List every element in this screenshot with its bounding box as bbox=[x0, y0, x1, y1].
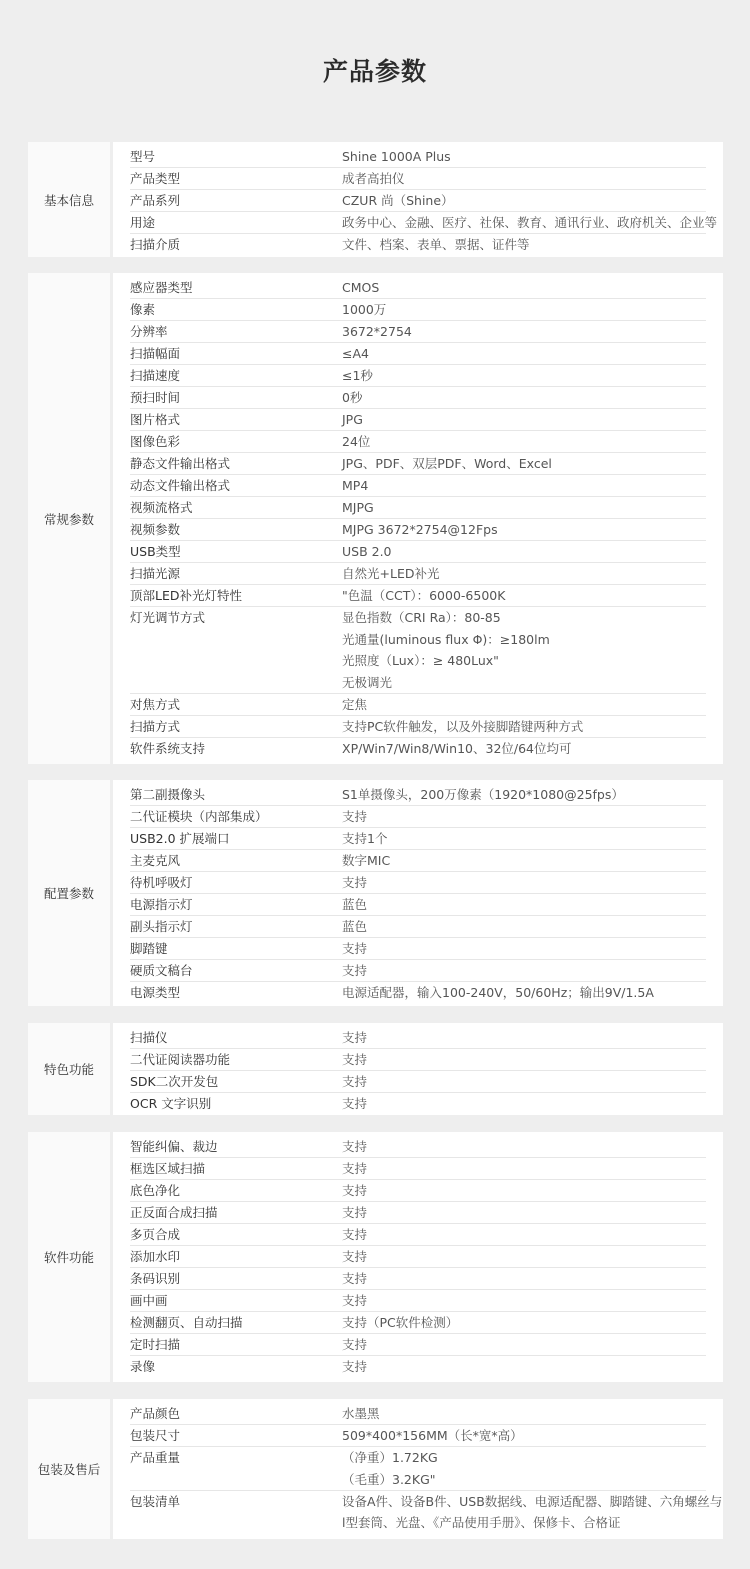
spec-row bbox=[130, 1071, 706, 1093]
spec-value-line: 支持 bbox=[342, 809, 368, 824]
spec-row bbox=[130, 1334, 706, 1356]
spec-key: 扫描方式 bbox=[130, 719, 181, 735]
spec-value-line: 509*400*156MM（长*宽*高） bbox=[342, 1428, 523, 1443]
spec-row bbox=[130, 453, 706, 475]
spec-value-line: 3672*2754 bbox=[342, 324, 412, 339]
spec-row bbox=[130, 716, 706, 738]
spec-value bbox=[342, 497, 706, 519]
spec-value-line: 支持（PC软件检测） bbox=[342, 1315, 459, 1330]
spec-value-line: 水墨黑 bbox=[342, 1406, 380, 1421]
section-category-label: 常规参数 bbox=[28, 273, 110, 764]
spec-value-line: MJPG 3672*2754@12Fps bbox=[342, 522, 498, 537]
spec-value-line: （毛重）3.2KG" bbox=[342, 1471, 436, 1487]
spec-key: 待机呼吸灯 bbox=[130, 875, 193, 890]
spec-value bbox=[342, 541, 706, 563]
spec-key: 像素 bbox=[130, 302, 156, 317]
spec-key: 底色净化 bbox=[130, 1183, 181, 1198]
spec-key: SDK二次开发包 bbox=[130, 1074, 219, 1089]
spec-row bbox=[130, 806, 706, 828]
spec-key: USB2.0 扩展端口 bbox=[130, 831, 230, 846]
spec-key: 硬质文稿台 bbox=[130, 963, 193, 978]
spec-value-line: 光通量(luminous flux Φ)：≥180lm bbox=[342, 631, 550, 647]
spec-row bbox=[130, 1136, 706, 1158]
section-category-label: 软件功能 bbox=[28, 1132, 110, 1382]
spec-key: 静态文件输出格式 bbox=[130, 456, 231, 471]
spec-value-line: 支持 bbox=[342, 963, 368, 978]
spec-value-line: 支持 bbox=[342, 1161, 368, 1176]
spec-section bbox=[28, 780, 723, 1006]
spec-value bbox=[342, 916, 706, 938]
spec-value bbox=[342, 146, 706, 168]
spec-value bbox=[342, 1403, 706, 1425]
spec-row bbox=[130, 299, 706, 321]
spec-value-line: XP/Win7/Win8/Win10、32位/64位均可 bbox=[342, 741, 572, 757]
spec-row bbox=[130, 1180, 706, 1202]
spec-value bbox=[342, 960, 706, 982]
spec-row bbox=[130, 1425, 706, 1447]
spec-row bbox=[130, 828, 706, 850]
spec-row bbox=[130, 960, 706, 982]
spec-value bbox=[342, 1246, 706, 1268]
spec-value-line: 支持 bbox=[342, 1074, 368, 1089]
section-category-label: 包装及售后 bbox=[28, 1399, 110, 1539]
spec-key: 录像 bbox=[130, 1359, 156, 1374]
spec-row bbox=[130, 982, 706, 1004]
spec-row bbox=[130, 475, 706, 497]
spec-value-line: JPG bbox=[342, 412, 363, 427]
spec-key: 产品颜色 bbox=[130, 1406, 181, 1421]
spec-value bbox=[342, 212, 718, 234]
spec-key: 包装清单 bbox=[130, 1493, 181, 1509]
spec-key: 扫描仪 bbox=[130, 1030, 168, 1045]
spec-key: 动态文件输出格式 bbox=[130, 478, 231, 493]
spec-key: 灯光调节方式 bbox=[130, 610, 206, 625]
spec-value bbox=[342, 1268, 706, 1290]
spec-key: 视频参数 bbox=[130, 522, 181, 537]
spec-value bbox=[342, 234, 706, 256]
spec-key: 感应器类型 bbox=[130, 280, 193, 295]
spec-row bbox=[130, 938, 706, 960]
spec-value-line: 无极调光 bbox=[342, 674, 393, 690]
spec-value-line: MJPG bbox=[342, 500, 374, 515]
spec-value bbox=[342, 1447, 706, 1490]
spec-row bbox=[130, 1093, 706, 1115]
section-rows bbox=[113, 1023, 723, 1115]
spec-key: 图片格式 bbox=[130, 412, 181, 427]
spec-value bbox=[342, 1202, 706, 1224]
spec-row bbox=[130, 607, 706, 694]
spec-value-line: 支持 bbox=[342, 1359, 368, 1374]
spec-value-line: MP4 bbox=[342, 478, 369, 493]
spec-value-line: l型套筒、光盘、《产品使用手册》、保修卡、合格证 bbox=[342, 1515, 621, 1531]
spec-value-line: 定焦 bbox=[342, 697, 368, 713]
spec-value-line: 设备A件、设备B件、USB数据线、电源适配器、脚踏键、六角螺丝与 bbox=[342, 1493, 723, 1509]
spec-row bbox=[130, 916, 706, 938]
spec-key: 二代证阅读器功能 bbox=[130, 1052, 231, 1067]
spec-value-line: CMOS bbox=[342, 280, 380, 295]
spec-value bbox=[342, 607, 706, 693]
spec-value-line: 支持PC软件触发，以及外接脚踏键两种方式 bbox=[342, 719, 584, 735]
spec-key: 框选区域扫描 bbox=[130, 1161, 206, 1176]
spec-row bbox=[130, 1290, 706, 1312]
spec-value-line: 支持 bbox=[342, 1052, 368, 1067]
spec-value bbox=[342, 1312, 706, 1334]
spec-value bbox=[342, 1093, 706, 1115]
spec-value-line: 支持 bbox=[342, 941, 368, 956]
spec-row bbox=[130, 190, 706, 212]
spec-value bbox=[342, 1356, 706, 1378]
spec-key: 产品重量 bbox=[130, 1450, 181, 1465]
spec-value bbox=[342, 585, 706, 607]
spec-value bbox=[342, 1071, 706, 1093]
spec-key: 二代证模块（内部集成） bbox=[130, 809, 268, 824]
spec-value bbox=[342, 1491, 723, 1534]
spec-value bbox=[342, 850, 706, 872]
spec-value bbox=[342, 1027, 706, 1049]
spec-row bbox=[130, 1049, 706, 1071]
spec-value-line: 支持 bbox=[342, 1030, 368, 1045]
spec-key: 扫描幅面 bbox=[130, 346, 181, 361]
spec-row bbox=[130, 738, 706, 760]
spec-value-line: 支持 bbox=[342, 1205, 368, 1220]
spec-row bbox=[130, 212, 718, 234]
spec-value-line: 支持 bbox=[342, 1293, 368, 1308]
spec-value bbox=[342, 784, 706, 806]
spec-key: 包装尺寸 bbox=[130, 1428, 181, 1443]
spec-key: 产品系列 bbox=[130, 193, 181, 208]
spec-key: 产品类型 bbox=[130, 171, 181, 186]
spec-value bbox=[342, 982, 706, 1004]
spec-row bbox=[130, 1491, 723, 1535]
spec-value bbox=[342, 343, 706, 365]
spec-value-line: 显色指数（CRI Ra）：80-85 bbox=[342, 610, 501, 625]
spec-value-line: 蓝色 bbox=[342, 897, 368, 912]
spec-value-line: 支持 bbox=[342, 875, 368, 890]
spec-value-line: 支持 bbox=[342, 1227, 368, 1242]
spec-value bbox=[342, 828, 706, 850]
spec-row bbox=[130, 894, 706, 916]
spec-row bbox=[130, 321, 706, 343]
spec-value bbox=[342, 519, 706, 541]
spec-key: 脚踏键 bbox=[130, 941, 168, 956]
spec-value-line: 支持 bbox=[342, 1096, 368, 1111]
spec-value bbox=[342, 894, 706, 916]
spec-row bbox=[130, 1356, 706, 1378]
spec-value bbox=[342, 1049, 706, 1071]
spec-value-line: 自然光+LED补光 bbox=[342, 566, 440, 581]
spec-row bbox=[130, 1268, 706, 1290]
spec-key: 图像色彩 bbox=[130, 434, 181, 449]
spec-value bbox=[342, 475, 706, 497]
spec-value-line: 电源适配器，输入100-240V，50/60Hz；输出9V/1.5A bbox=[342, 985, 654, 1000]
spec-key: 扫描速度 bbox=[130, 368, 181, 383]
spec-value-line: 0秒 bbox=[342, 390, 363, 405]
spec-section bbox=[28, 142, 723, 257]
spec-key: 条码识别 bbox=[130, 1271, 181, 1286]
spec-value bbox=[342, 738, 706, 760]
spec-value-line: 蓝色 bbox=[342, 919, 368, 934]
spec-value-line: USB 2.0 bbox=[342, 544, 392, 559]
spec-value bbox=[342, 1136, 706, 1158]
spec-key: 型号 bbox=[130, 149, 156, 164]
spec-key: 预扫时间 bbox=[130, 390, 181, 405]
spec-value-line: 支持 bbox=[342, 1249, 368, 1264]
spec-row bbox=[130, 850, 706, 872]
spec-row bbox=[130, 343, 706, 365]
section-rows bbox=[113, 273, 723, 764]
spec-value bbox=[342, 365, 706, 387]
spec-value bbox=[342, 1334, 706, 1356]
spec-value-line: 文件、档案、表单、票据、证件等 bbox=[342, 237, 530, 252]
spec-row bbox=[130, 563, 706, 585]
spec-value-line: ≤1秒 bbox=[342, 368, 373, 383]
section-rows bbox=[113, 142, 723, 257]
spec-section bbox=[28, 1399, 723, 1539]
spec-value-line: 政务中心、金融、医疗、社保、教育、通讯行业、政府机关、企业等 bbox=[342, 215, 718, 230]
spec-value bbox=[342, 387, 706, 409]
spec-row bbox=[130, 431, 706, 453]
spec-row bbox=[130, 585, 706, 607]
spec-value-line: "色温（CCT）：6000-6500K bbox=[342, 588, 506, 603]
spec-value bbox=[342, 716, 706, 738]
spec-key: 副头指示灯 bbox=[130, 919, 193, 934]
spec-key: 扫描介质 bbox=[130, 237, 181, 252]
spec-value bbox=[342, 1180, 706, 1202]
spec-value-line: ≤A4 bbox=[342, 346, 369, 361]
spec-value-line: 光照度（Lux）：≥ 480Lux" bbox=[342, 653, 499, 668]
spec-value-line: 支持 bbox=[342, 1183, 368, 1198]
spec-key: 顶部LED补光灯特性 bbox=[130, 588, 242, 603]
spec-key: 用途 bbox=[130, 215, 156, 230]
spec-row bbox=[130, 234, 706, 256]
spec-row bbox=[130, 1447, 706, 1491]
spec-value bbox=[342, 1158, 706, 1180]
spec-section bbox=[28, 1132, 723, 1382]
spec-key: USB类型 bbox=[130, 544, 181, 559]
spec-section bbox=[28, 273, 723, 764]
spec-key: 第二副摄像头 bbox=[130, 787, 206, 802]
section-rows bbox=[113, 780, 723, 1006]
spec-value bbox=[342, 1425, 706, 1447]
spec-value bbox=[342, 321, 706, 343]
spec-key: 画中画 bbox=[130, 1293, 168, 1308]
spec-row bbox=[130, 409, 706, 431]
spec-value bbox=[342, 563, 706, 585]
spec-row bbox=[130, 1202, 706, 1224]
spec-key: 定时扫描 bbox=[130, 1337, 181, 1352]
spec-value bbox=[342, 431, 706, 453]
spec-key: OCR 文字识别 bbox=[130, 1096, 212, 1111]
spec-key: 对焦方式 bbox=[130, 697, 181, 713]
spec-key: 正反面合成扫描 bbox=[130, 1205, 218, 1220]
spec-value-line: 数字MIC bbox=[342, 853, 391, 868]
spec-value-line: S1单摄像头，200万像素（1920*1080@25fps） bbox=[342, 787, 624, 802]
spec-row bbox=[130, 1027, 706, 1049]
spec-row bbox=[130, 497, 706, 519]
spec-value bbox=[342, 277, 706, 299]
spec-key: 多页合成 bbox=[130, 1227, 181, 1242]
spec-value-line: 支持 bbox=[342, 1271, 368, 1286]
spec-value bbox=[342, 453, 706, 475]
spec-value bbox=[342, 190, 706, 212]
spec-key: 电源指示灯 bbox=[130, 897, 193, 912]
spec-row bbox=[130, 1403, 706, 1425]
spec-row bbox=[130, 1246, 706, 1268]
spec-key: 智能纠偏、裁边 bbox=[130, 1139, 218, 1154]
section-rows bbox=[113, 1399, 723, 1539]
spec-key: 电源类型 bbox=[130, 985, 181, 1000]
spec-section bbox=[28, 1023, 723, 1115]
spec-key: 扫描光源 bbox=[130, 566, 181, 581]
spec-row bbox=[130, 1158, 706, 1180]
spec-value-line: 24位 bbox=[342, 434, 371, 449]
spec-value bbox=[342, 299, 706, 321]
spec-row bbox=[130, 277, 706, 299]
spec-value-line: 1000万 bbox=[342, 302, 387, 317]
spec-value bbox=[342, 168, 706, 190]
spec-row bbox=[130, 519, 706, 541]
spec-value-line: JPG、PDF、双层PDF、Word、Excel bbox=[342, 456, 552, 471]
spec-value bbox=[342, 1290, 706, 1312]
spec-key: 添加水印 bbox=[130, 1249, 181, 1264]
spec-row bbox=[130, 1224, 706, 1246]
spec-row bbox=[130, 1312, 706, 1334]
spec-value bbox=[342, 1224, 706, 1246]
section-category-label: 基本信息 bbox=[28, 142, 110, 257]
spec-row bbox=[130, 365, 706, 387]
spec-row bbox=[130, 146, 706, 168]
spec-value-line: 成者高拍仪 bbox=[342, 171, 405, 186]
page-title: 产品参数 bbox=[322, 57, 427, 86]
spec-row bbox=[130, 784, 706, 806]
spec-value bbox=[342, 938, 706, 960]
spec-key: 主麦克风 bbox=[130, 853, 181, 868]
spec-value-line: Shine 1000A Plus bbox=[342, 149, 451, 164]
section-rows bbox=[113, 1132, 723, 1382]
spec-value-line: 支持 bbox=[342, 1139, 368, 1154]
spec-row bbox=[130, 168, 706, 190]
spec-key: 检测翻页、自动扫描 bbox=[130, 1315, 243, 1330]
section-category-label: 特色功能 bbox=[28, 1023, 110, 1115]
spec-value-line: （净重）1.72KG bbox=[342, 1450, 438, 1465]
spec-row bbox=[130, 541, 706, 563]
spec-key: 软件系统支持 bbox=[130, 741, 206, 757]
section-category-label: 配置参数 bbox=[28, 780, 110, 1006]
spec-key: 分辨率 bbox=[130, 324, 168, 339]
spec-value bbox=[342, 409, 706, 431]
spec-row bbox=[130, 387, 706, 409]
spec-row bbox=[130, 872, 706, 894]
spec-value-line: 支持1个 bbox=[342, 831, 388, 846]
spec-key: 视频流格式 bbox=[130, 500, 193, 515]
spec-value-line: CZUR 尚（Shine） bbox=[342, 193, 454, 208]
spec-value bbox=[342, 806, 706, 828]
spec-value bbox=[342, 872, 706, 894]
spec-value bbox=[342, 694, 706, 716]
spec-value-line: 支持 bbox=[342, 1337, 368, 1352]
spec-row bbox=[130, 694, 706, 716]
